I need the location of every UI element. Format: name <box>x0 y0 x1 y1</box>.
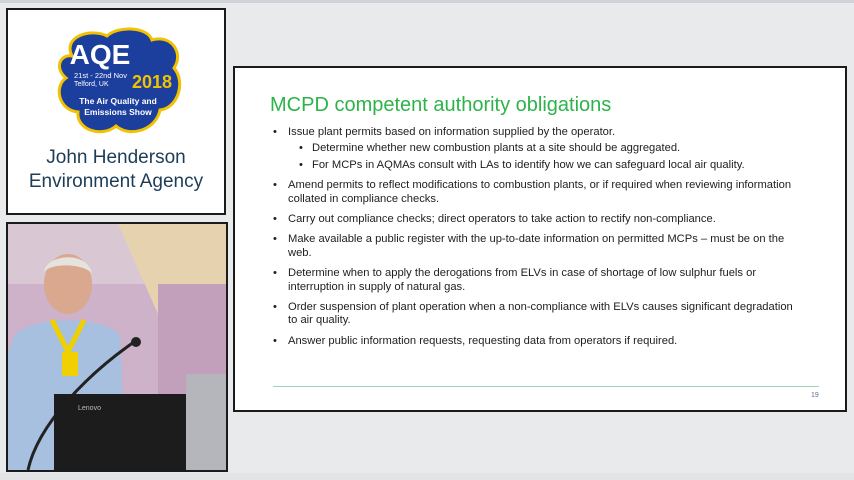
video-frame <box>8 224 226 470</box>
slide-bullet: • Determine when to apply the derogations from ELVs in case of shortage of low sulphur fuels or interruption in supply of natural gas. <box>273 267 803 294</box>
speaker-name: John Henderson <box>46 147 186 168</box>
speaker-panel <box>6 8 226 215</box>
slide-bullet: • Carry out compliance checks; direct operators to take action to rectify non-compliance. <box>273 213 803 226</box>
svg-text:2018: 2018 <box>131 72 173 92</box>
slide-title: MCPD competent authority obligations <box>270 94 612 116</box>
podium <box>186 374 226 470</box>
slide-sub-bullet: • Determine whether new combustion plants at a site should be aggregated. <box>288 142 803 155</box>
top-strip <box>0 0 854 3</box>
video-feed <box>6 222 228 472</box>
svg-text:Emissions Show: Emissions Show <box>84 107 152 117</box>
slide-bullet: • Issue plant permits based on information supplied by the operator. • Determine whether new combustion plants at a site should be aggregated. • For MCPs in AQMAs consult with LAs to identify how we can safeguard local air quality. <box>273 126 803 172</box>
slide-bullet: • Answer public information requests, requesting data from operators if required. <box>273 335 803 348</box>
speaker-organisation: Environment Agency <box>28 171 204 192</box>
aqe-logo <box>52 26 184 142</box>
slide-sub-bullet: • For MCPs in AQMAs consult with LAs to identify how we can safeguard local air quality. <box>288 159 803 172</box>
slide-page-number: 19 <box>811 392 819 399</box>
svg-text:The Air Quality and: The Air Quality and <box>79 96 157 106</box>
slide-bullet: • Amend permits to reflect modifications to combustion plants, or if required when reviewing information collated in compliance checks. <box>273 179 803 206</box>
slide-bullet: • Order suspension of plant operation when a non-compliance with ELVs causes significant degradation to air quality. <box>273 301 803 328</box>
slide-bullet-list <box>273 126 803 355</box>
svg-text:AQE: AQE <box>69 39 131 70</box>
slide-bullet: • Make available a public register with the up-to-date information on permitted MCPs – must be on the web. <box>273 233 803 260</box>
bottom-strip <box>0 473 854 480</box>
svg-text:Telford, UK: Telford, UK <box>74 81 109 88</box>
slide-sub-bullet-list <box>288 142 803 172</box>
presentation-slide <box>233 66 847 412</box>
laptop <box>54 394 186 470</box>
slide-footer-rule <box>273 386 819 387</box>
svg-text:21st - 22nd Nov: 21st - 22nd Nov <box>74 71 127 80</box>
svg-text:Lenovo: Lenovo <box>78 405 101 412</box>
